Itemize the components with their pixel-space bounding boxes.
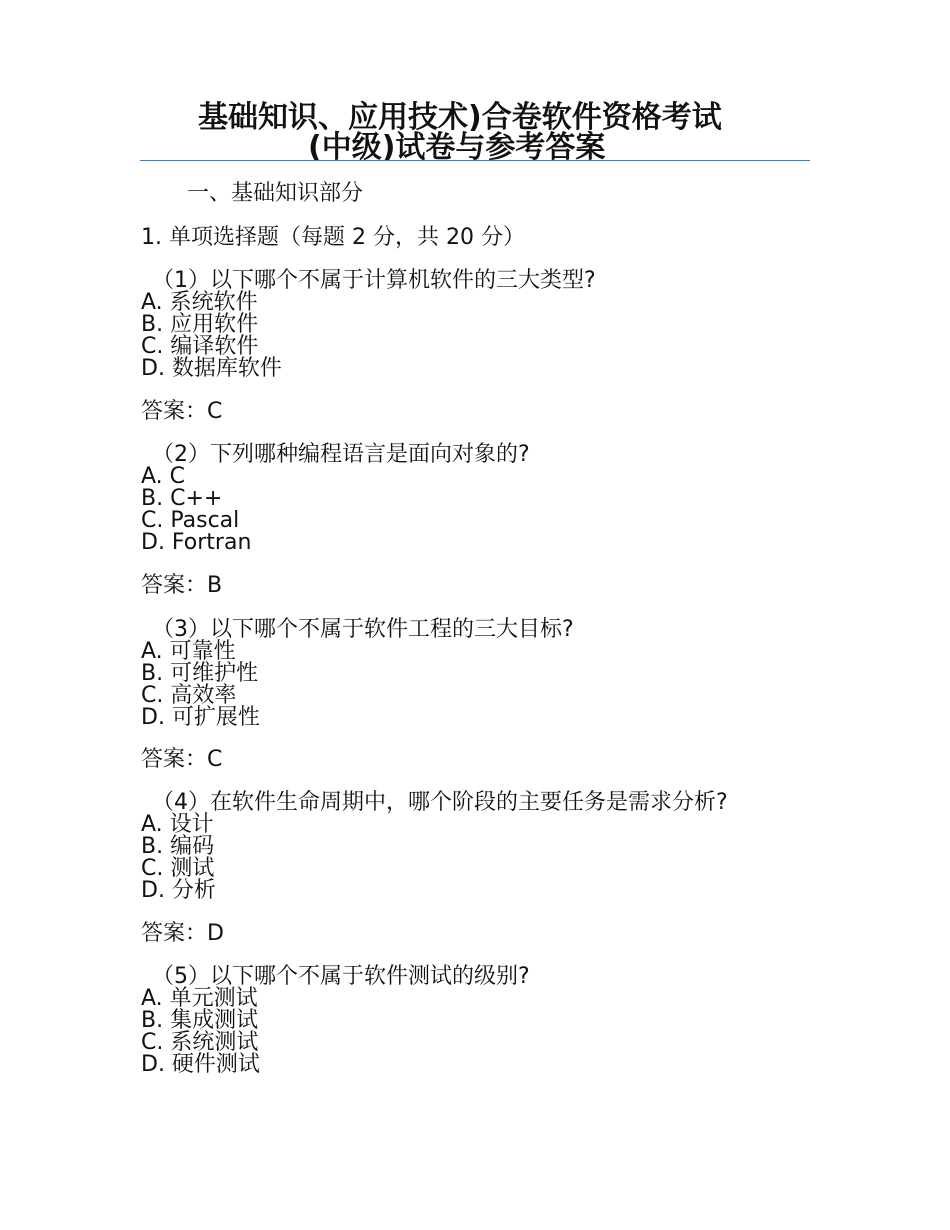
question-3-option-d: D. 可扩展性 [141, 705, 260, 730]
question-4-option-a: A. 设计 [141, 812, 214, 837]
question-2-option-c: C. Pascal [141, 508, 240, 533]
question-2-option-a: A. C [141, 464, 186, 489]
part-heading: 1. 单项选择题（每题 2 分，共 20 分） [141, 225, 525, 250]
question-4-option-d: D. 分析 [141, 878, 216, 903]
question-2-stem: （2）下列哪种编程语言是面向对象的? [152, 442, 530, 467]
question-4-stem: （4）在软件生命周期中，哪个阶段的主要任务是需求分析? [152, 790, 728, 815]
question-3-option-c: C. 高效率 [141, 683, 237, 708]
question-5-option-b: B. 集成测试 [141, 1008, 259, 1033]
question-3-stem: （3）以下哪个不属于软件工程的三大目标? [152, 617, 574, 642]
question-5-option-d: D. 硬件测试 [141, 1052, 260, 1077]
title-line-2: (中级)试卷与参考答案 [308, 130, 606, 165]
question-2-option-d: D. Fortran [141, 530, 252, 555]
question-4-option-c: C. 测试 [141, 856, 215, 881]
question-1-option-a: A. 系统软件 [141, 290, 258, 315]
question-3-option-a: A. 可靠性 [141, 639, 236, 664]
question-2-answer: 答案：B [141, 573, 223, 598]
question-3-answer: 答案：C [141, 747, 223, 772]
section-heading: 一、基础知识部分 [187, 181, 364, 206]
question-1-option-d: D. 数据库软件 [141, 356, 282, 381]
question-2-option-b: B. C++ [141, 486, 223, 511]
question-1-option-b: B. 应用软件 [141, 312, 259, 337]
question-1-answer: 答案：C [141, 399, 223, 424]
question-1-option-c: C. 编译软件 [141, 334, 259, 359]
question-3-option-b: B. 可维护性 [141, 661, 259, 686]
question-5-option-a: A. 单元测试 [141, 986, 258, 1011]
question-4-answer: 答案：D [141, 921, 224, 946]
title-line-1: 基础知识、应用技术)合卷软件资格考试 [198, 100, 722, 135]
question-4-option-b: B. 编码 [141, 834, 215, 859]
question-5-stem: （5）以下哪个不属于软件测试的级别? [152, 964, 530, 989]
title-divider [140, 160, 810, 161]
question-1-stem: （1）以下哪个不属于计算机软件的三大类型? [152, 268, 596, 293]
question-5-option-c: C. 系统测试 [141, 1030, 259, 1055]
